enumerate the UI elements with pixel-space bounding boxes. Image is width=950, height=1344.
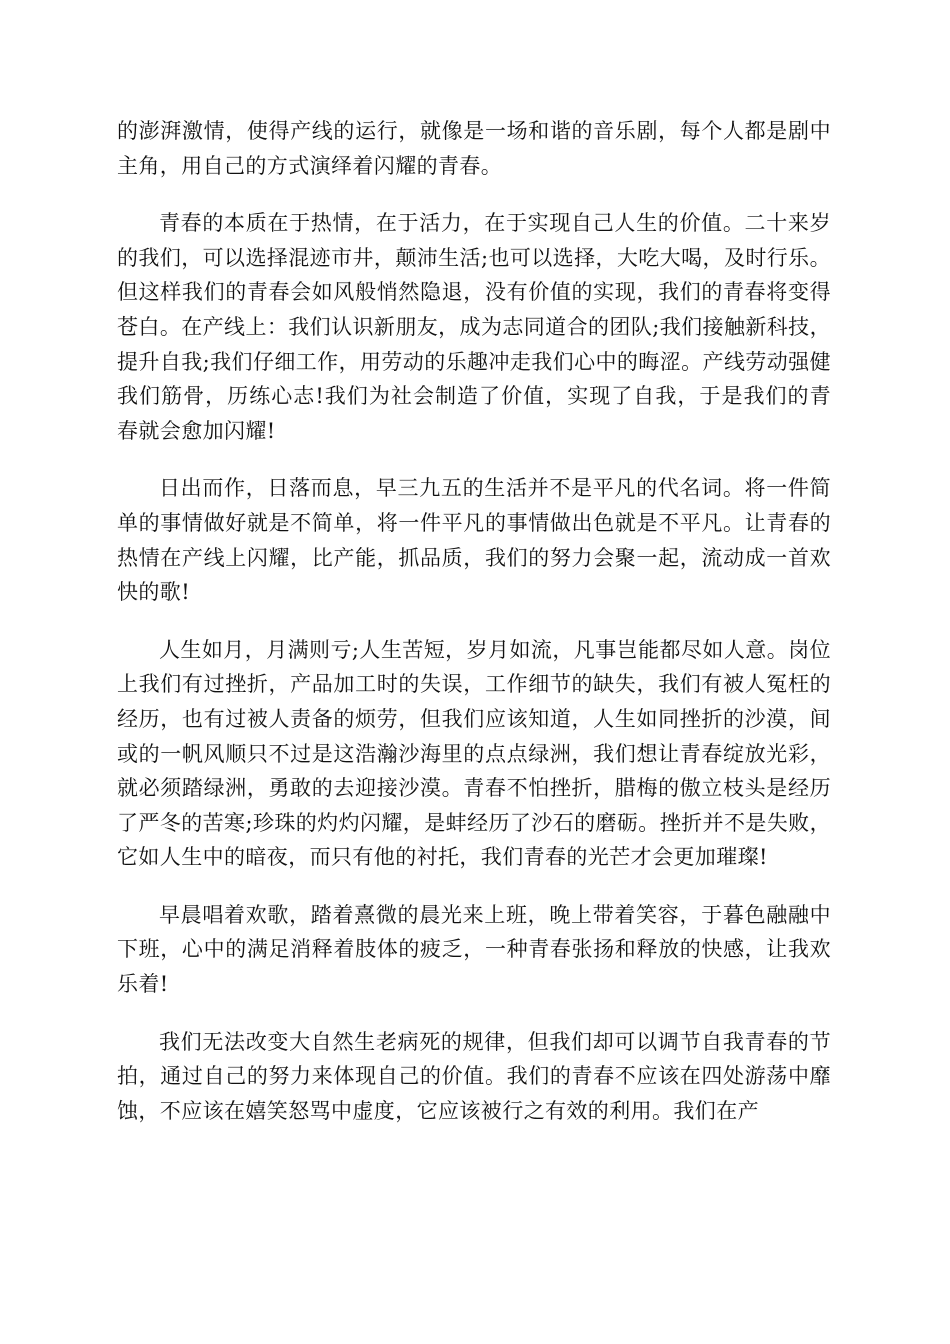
paragraph-3: 日出而作，日落而息，早三九五的生活并不是平凡的代名词。将一件简单的事情做好就是不简单，将一件平凡的事情做出色就是不平凡。让青春的热情在产线上闪耀，比产能，抓品质，我们的努力会聚一起，流动成一首欢快的歌! (117, 476, 831, 605)
paragraph-5: 早晨唱着欢歌，踏着熹微的晨光来上班，晚上带着笑容，于暮色融融中下班，心中的满足消释着肢体的疲乏，一种青春张扬和释放的快感，让我欢乐着! (117, 902, 831, 997)
document-page (117, 114, 831, 1151)
paragraph-2: 青春的本质在于热情，在于活力，在于实现自己人生的价值。二十来岁的我们，可以选择混迹市井，颠沛生活;也可以选择，大吃大喝，及时行乐。但这样我们的青春会如风般悄然隐退，没有价值的实现，我们的青春将变得苍白。在产线上：我们认识新朋友，成为志同道合的团队;我们接触新科技，提升自我;我们仔细工作，用劳动的乐趣冲走我们心中的晦涩。产线劳动强健我们筋骨，历练心志!我们为社会制造了价值，实现了自我，于是我们的青春就会愈加闪耀! (117, 211, 831, 443)
paragraph-4: 人生如月，月满则亏;人生苦短，岁月如流，凡事岂能都尽如人意。岗位上我们有过挫折，产品加工时的失误，工作细节的缺失，我们有被人冤枉的经历，也有过被人责备的烦劳，但我们应该知道，人生如同挫折的沙漠，间或的一帆风顺只不过是这浩瀚沙海里的点点绿洲，我们想让青春绽放光彩，就必须踏绿洲，勇敢的去迎接沙漠。青春不怕挫折，腊梅的傲立枝头是经历了严冬的苦寒;珍珠的灼灼闪耀，是蚌经历了沙石的磨砺。挫折并不是失败，它如人生中的暗夜，而只有他的衬托，我们青春的光芒才会更加璀璨! (117, 637, 831, 870)
paragraph-6: 我们无法改变大自然生老病死的规律，但我们却可以调节自我青春的节拍，通过自己的努力来体现自己的价值。我们的青春不应该在四处游荡中靡蚀，不应该在嬉笑怒骂中虚度，它应该被行之有效的利用。我们在产 (117, 1029, 831, 1123)
paragraph-1: 的澎湃激情，使得产线的运行，就像是一场和谐的音乐剧，每个人都是剧中主角，用自己的方式演绎着闪耀的青春。 (117, 119, 831, 178)
